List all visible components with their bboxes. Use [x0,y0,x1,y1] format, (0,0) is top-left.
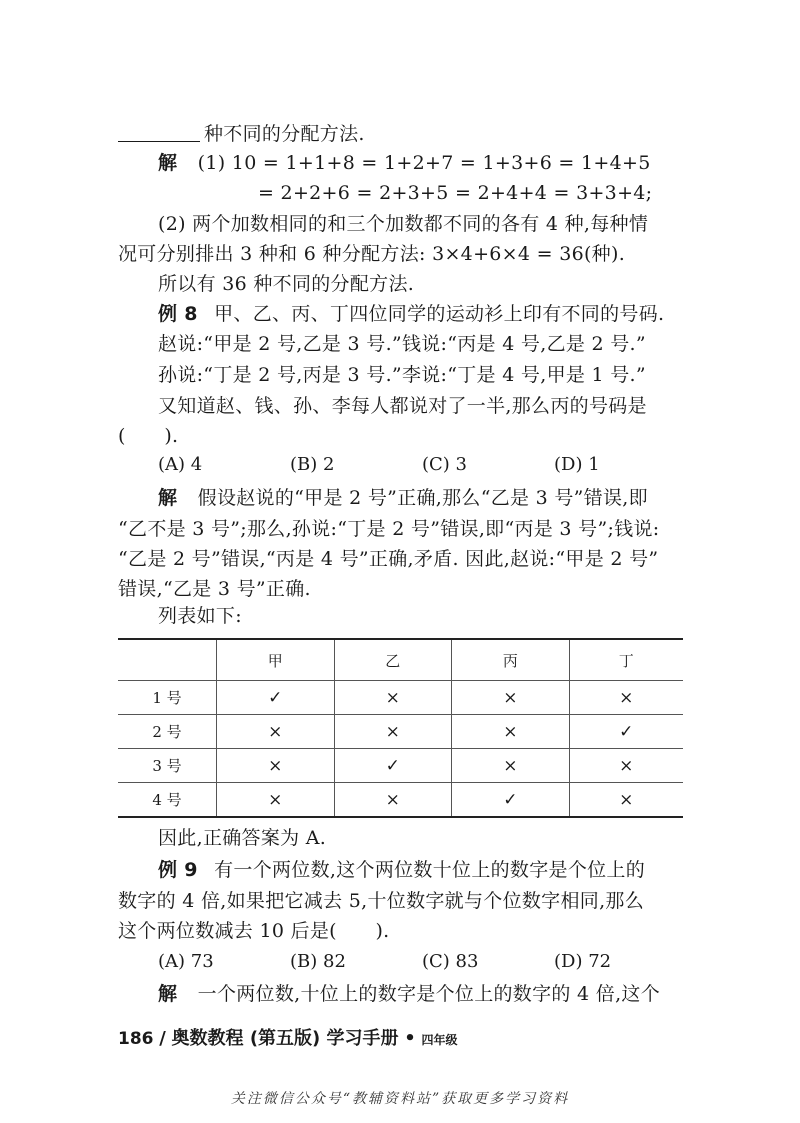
solution-line [158,151,651,175]
table-cell: × [334,681,452,715]
text-line: “乙不是 3 号”;那么,孙说:“丁是 2 号”错误,即“丙是 3 号”;钱说: [118,518,660,540]
line-text: 一个两位数,十位上的数字是个位上的数字的 4 倍,这个 [197,983,661,1005]
text-line: 因此,正确答案为 A. [158,827,327,849]
text-line: 赵说:“甲是 2 号,乙是 3 号.”钱说:“丙是 4 号,乙是 2 号.” [158,333,646,355]
table-cell: ✓ [217,681,335,715]
text-line: 错误,“乙是 3 号”正确. [118,578,311,600]
line-text: 有一个两位数,这个两位数十位上的数字是个位上的 [214,859,646,881]
table-row [118,749,683,783]
choice-c: (C) 3 [422,454,467,475]
table-header-cell: 丁 [569,639,683,681]
table-cell: × [569,783,683,818]
line-text: 假设赵说的“甲是 2 号”正确,那么“乙是 3 号”错误,即 [197,487,648,509]
table-cell: × [569,681,683,715]
grade-label: 四年级 [421,1033,458,1047]
line-text: 甲、乙、丙、丁四位同学的运动衫上印有不同的号码. [214,303,665,325]
book-title: 奥数教程 (第五版) 学习手册 [171,1028,399,1049]
assignment-table [118,638,683,818]
page-number: 186 [118,1029,154,1049]
text-line: 孙说:“丁是 2 号,丙是 3 号.”李说:“丁是 4 号,甲是 1 号.” [158,364,646,386]
example-9-heading [158,858,645,882]
row-label: 3 号 [118,749,217,783]
choice-a: (A) 73 [158,951,214,972]
row-label: 2 号 [118,715,217,749]
text-line: ( ). [118,425,179,447]
table-header-cell [118,639,217,681]
watermark-text: 关注微信公众号“教辅资料站”获取更多学习资料 [230,1091,570,1107]
text-line: 况可分别排出 3 种和 6 种分配方法: 3×4+6×4 = 36(种). [118,243,626,265]
text-line: 数字的 4 倍,如果把它减去 5,十位数字就与个位数字相同,那么 [118,890,645,912]
table-header-row [118,639,683,681]
example-label: 例 8 [158,303,198,325]
table-cell: × [452,681,570,715]
footer-separator: / [159,1028,166,1049]
choice-c: (C) 83 [422,951,479,972]
table-cell: ✓ [452,783,570,818]
choice-d: (D) 1 [554,454,600,475]
text-line: = 2+2+6 = 2+3+5 = 2+4+4 = 3+3+4; [258,182,653,204]
solution-label: 解 [158,487,178,509]
table-cell: × [452,715,570,749]
choice-b: (B) 2 [290,454,335,475]
solution-label: 解 [158,152,178,174]
row-label: 1 号 [118,681,217,715]
table-cell: × [569,749,683,783]
text-line: “乙是 2 号”错误,“丙是 4 号”正确,矛盾. 因此,赵说:“甲是 2 号” [118,548,659,570]
choice-a: (A) 4 [158,454,203,475]
table-row [118,681,683,715]
footer-dot: • [404,1028,416,1049]
table-cell: ✓ [334,749,452,783]
table-cell: × [334,715,452,749]
choices-example-8 [158,453,718,477]
choice-b: (B) 82 [290,951,346,972]
example-label: 例 9 [158,859,198,881]
choices-example-9 [158,950,718,974]
table-cell: × [334,783,452,818]
text-line: 又知道赵、钱、孙、李每人都说对了一半,那么丙的号码是 [158,395,647,417]
text-line: 这个两位数减去 10 后是( ). [118,920,390,942]
answer-blank [118,123,200,142]
table-cell: × [217,783,335,818]
example-8-heading [158,302,664,326]
text-line: 所以有 36 种不同的分配方法. [158,273,415,295]
solution-line [158,982,660,1006]
table-cell: ✓ [569,715,683,749]
row-label: 4 号 [118,783,217,818]
solution-label: 解 [158,983,178,1005]
page-footer [118,1024,458,1050]
table-row [118,715,683,749]
choice-d: (D) 72 [554,951,612,972]
table-cell: × [452,749,570,783]
table-cell: × [217,749,335,783]
text-line: 列表如下: [158,605,242,627]
table-row [118,783,683,818]
table-header-cell: 丙 [452,639,570,681]
text-line: (2) 两个加数相同的和三个加数都不同的各有 4 种,每种情 [158,213,649,235]
table-header-cell: 甲 [217,639,335,681]
line-text: 种不同的分配方法. [204,123,365,145]
table-cell: × [217,715,335,749]
table-header-cell: 乙 [334,639,452,681]
solution-line [158,486,648,510]
text-line [118,122,365,146]
line-text: (1) 10 = 1+1+8 = 1+2+7 = 1+3+6 = 1+4+5 [197,152,651,174]
